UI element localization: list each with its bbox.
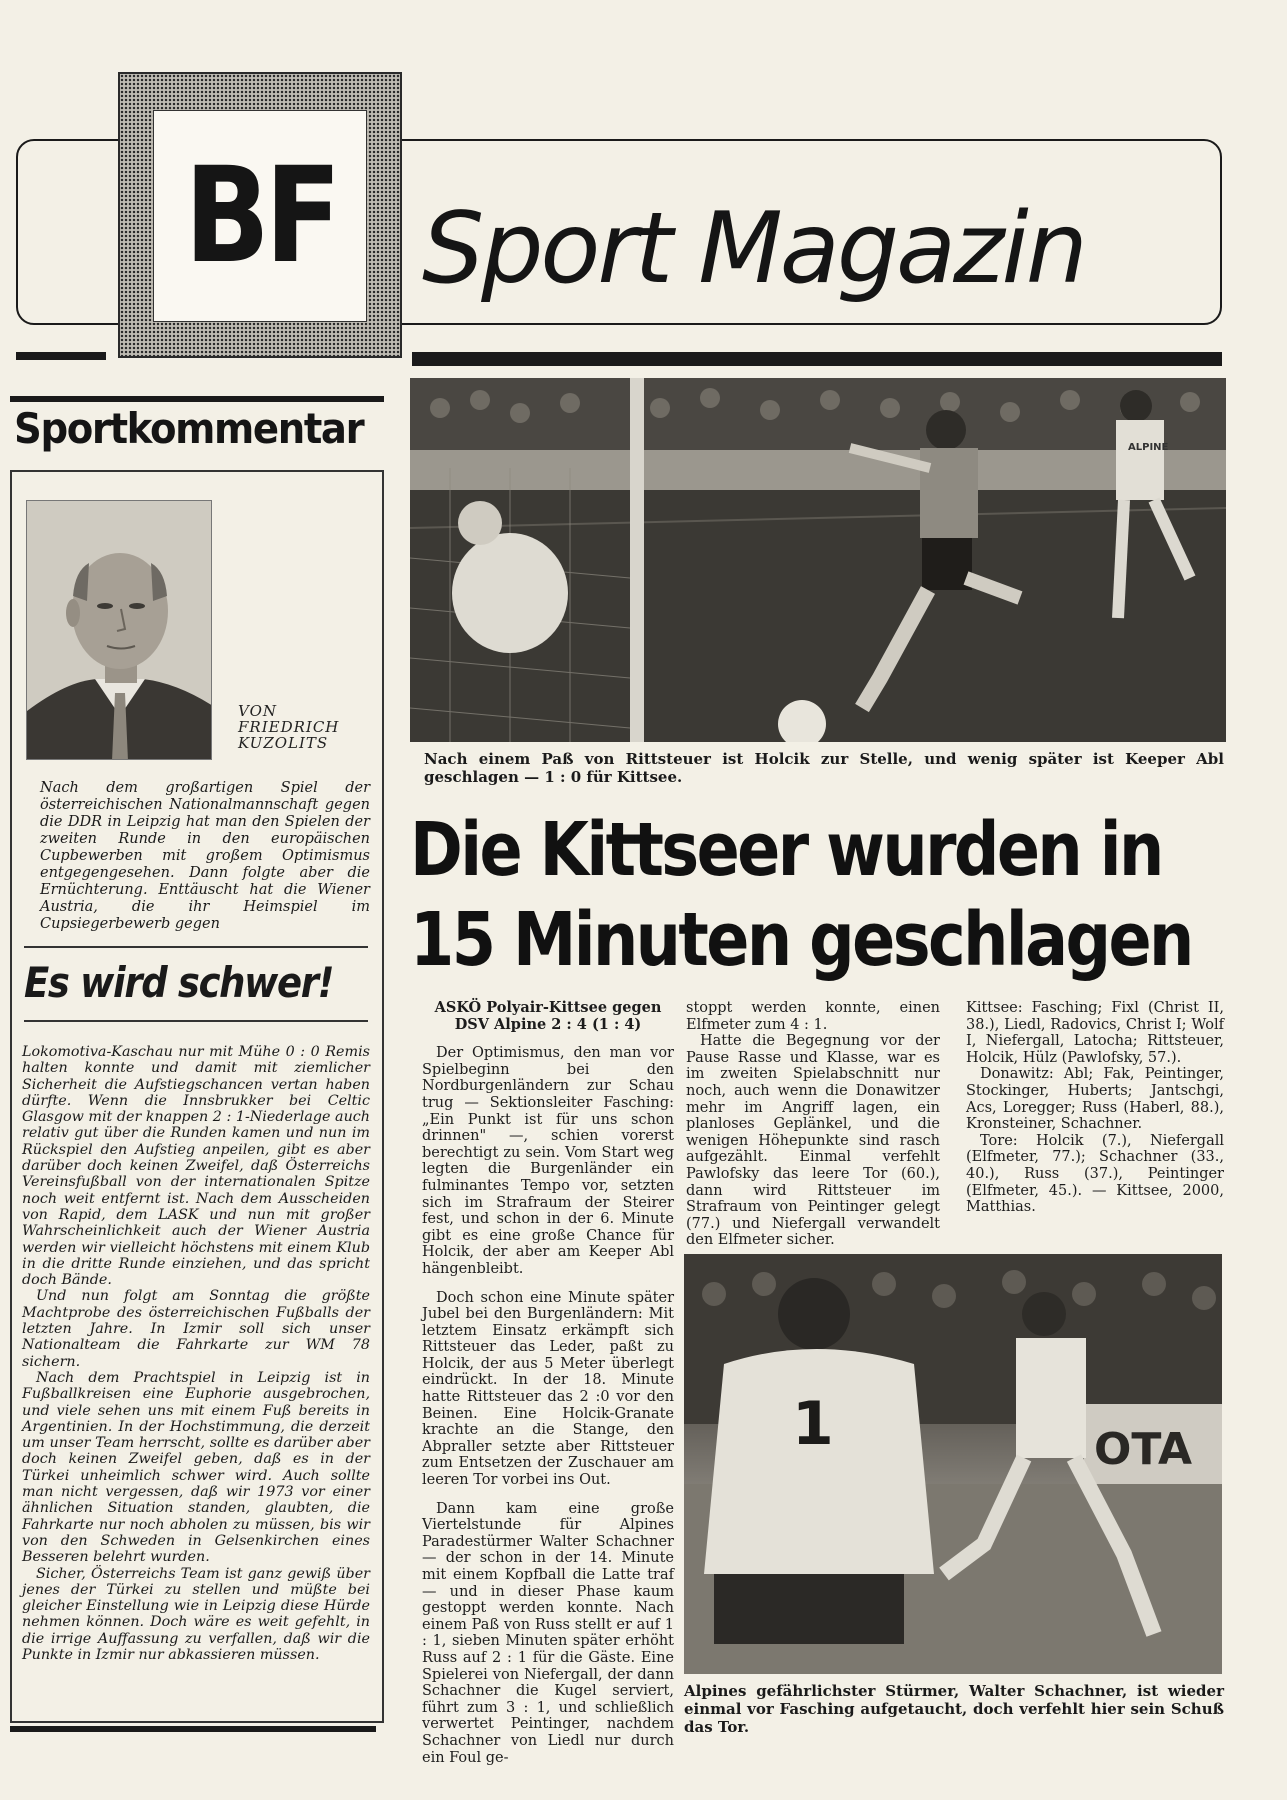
match-header-line-1: ASKÖ Polyair-Kittsee gegen xyxy=(434,999,662,1016)
match-photo-top-illustration xyxy=(410,378,1226,742)
byline-line-3: KUZOLITS xyxy=(238,734,329,752)
article-column-1 xyxy=(422,1000,674,1766)
commentary-paragraph: Und nun folgt am Sonntag die größte Machtprobe des österreichischen Fußballs der letzten Jahre. In Izmir soll sich unser Nationalteam die Fahrkarte zur WM 78 sichern. xyxy=(22,1288,370,1370)
magazine-title: Sport Magazin xyxy=(422,192,1085,306)
photo-top-caption: Nach einem Paß von Rittsteuer ist Holcik zur Stelle, und wenig später ist Keeper Abl geschlagen — 1 : 0 für Kittsee. xyxy=(424,750,1224,786)
author-portrait xyxy=(26,500,212,760)
article-column-2 xyxy=(686,1000,940,1249)
article-paragraph: Doch schon eine Minute später Jubel bei den Burgenländern: Mit letztem Einsatz erkämpft sich Rittsteuer das Leder, paßt zu Holcik, der aus 5 Meter überlegt eindrückt. In der 18. Minute hatte Rittsteuer das 2 :0 vor den Beinen. Eine Holcik-Granate krachte an die Stange, den Abpraller setzte aber Rittsteuer zum Entsetzen der Zuschauer am leeren Tor vorbei ins Out. xyxy=(422,1289,674,1489)
article-paragraph: Hatte die Begegnung vor der Pause Rasse und Klasse, war es im zweiten Spielabschnitt nur noch, auch wenn die Donawitzer mehr im Angriff lagen, ein planloses Geplänkel, und die wenigen Höhepunkte sind rasch aufgezählt. Einmal verfehlt Pawlofsky das leere Tor (60.), dann wird Rittsteuer im Strafraum von Peintinger gelegt (77.) und Niefergall verwandelt den Elfmeter sicher. xyxy=(686,1033,940,1249)
match-photo-top xyxy=(410,378,1226,742)
intro-divider xyxy=(24,946,368,948)
logo-text: BF xyxy=(184,139,336,293)
match-photo-bottom xyxy=(684,1254,1222,1674)
goals-summary: Tore: Holcik (7.), Niefergall (Elfmeter, 77.); Schachner (33., 40.), Russ (37.), Peintinger (Elfmeter, 45.). — Kittsee, 2000, Matthias. xyxy=(966,1132,1224,1216)
photo-bottom-caption: Alpines gefährlichster Stürmer, Walter Schachner, ist wieder einmal vor Fasching aufgetaucht, doch verfehlt hier sein Schuß das Tor. xyxy=(684,1682,1224,1736)
commentary-top-rule xyxy=(10,396,384,402)
headline-line-1: Die Kittseer wurden in xyxy=(410,807,1162,893)
article-paragraph: Dann kam eine große Viertelstunde für Alpines Paradestürmer Walter Schachner — der schon in der 14. Minute mit einem Kopfball die Latte traf — und in dieser Phase kaum gestoppt werden konnte. Nach einem Paß von Russ stellt er auf 1 : 1, sieben Minuten später erhöht Russ auf 2 : 1 für die Gäste. Eine Spielerei von Niefergall, der dann Schachner die Kugel serviert, führt zum 3 : 1, und schließlich verwertet Peintinger, nachdem Schachner von Liedl nur durch ein Foul ge- xyxy=(422,1500,674,1766)
lineup-kittsee: Kittsee: Fasching; Fixl (Christ II, 38.), Liedl, Radovics, Christ I; Wolf I, Niefergall, Latocha; Rittsteuer, Holcik, Hülz (Pawlofsky, 57.). xyxy=(966,1000,1224,1066)
commentary-intro xyxy=(40,780,370,933)
masthead-logo xyxy=(153,110,367,322)
commentary-subtitle: Es wird schwer! xyxy=(24,958,334,1007)
article-paragraph: stoppt werden konnte, einen Elfmeter zum 4 : 1. xyxy=(686,1000,940,1033)
commentary-paragraph: Lokomotiva-Kaschau nur mit Mühe 0 : 0 Remis halten konnte und damit mit ziemlicher Sicherheit die Aufstiegschancen vertan haben dürfte. Wenn die Innsbrukker bei Celtic Glasgow mit der knappen 2 : 1-Niederlage auch relativ gut über die Runden kamen und nun im Rückspiel den Aufstieg anpeilen, gibt es aber darüber doch keinen Zweifel, daß Österreichs Vereinsfußball von der internationalen Spitze noch weit entfernt ist. Nach dem Ausscheiden von Rapid, dem LASK und nun mit großer Wahrscheinlichkeit auch der Wiener Austria werden wir vielleicht höchstens mit einem Klub in die dritte Runde einziehen, und das spricht doch Bände. xyxy=(22,1044,370,1289)
commentary-body xyxy=(22,1044,370,1663)
goalkeeper-number: 1 xyxy=(792,1389,834,1459)
article-column-3-lineups xyxy=(966,1000,1224,1216)
commentary-paragraph: Nach dem Prachtspiel in Leipzig ist in Fußballkreisen eine Euphorie ausgebrochen, und viele sehen uns mit einem Fuß bereits in Argentinien. In der Hochstimmung, die derzeit um unser Team herrscht, sollte es darüber aber doch keinen Zweifel geben, daß es in der Türkei unheimlich schwer wird. Auch sollte man nicht vergessen, daß wir 1973 vor einer ähnlichen Situation standen, glaubten, die Fahrkarte nur noch abholen zu müssen, bis wir von den Schweden in Gelsenkirchen eines Besseren belehrt wurden. xyxy=(22,1369,370,1566)
portrait-illustration xyxy=(27,501,212,760)
commentary-paragraph: Sicher, Österreichs Team ist ganz gewiß über jenes der Türkei zu stellen und müßte bei gleicher Einstellung wie in Leipzig diese Hürde nehmen können. Doch wäre es weit gefehlt, in die irrige Auffassung zu verfallen, daß wir die Punkte in Izmir nur abkassieren müssen. xyxy=(22,1565,370,1663)
commentary-bottom-rule xyxy=(10,1726,376,1732)
match-header-line-2: DSV Alpine 2 : 4 (1 : 4) xyxy=(454,1015,642,1033)
ad-board-text: OTA xyxy=(1094,1424,1193,1475)
subtitle-divider xyxy=(24,1020,368,1022)
article-headline xyxy=(410,805,1230,985)
author-byline xyxy=(238,703,388,751)
shirt-sponsor-text: ALPINE xyxy=(1128,442,1169,453)
commentary-section-title: Sportkommentar xyxy=(14,404,364,453)
intro-paragraph: Nach dem großartigen Spiel der österreichischen Nationalmannschaft gegen die DDR in Leipzig hat man den Spielen der zweiten Runde in den europäischen Cupbewerben mit großem Optimismus entgegengesehen. Dann folgte aber die Ernüchterung. Enttäuscht hat die Wiener Austria, die ihr Heimspiel im Cupsiegerbewerb gegen xyxy=(40,780,370,932)
headline-line-2: 15 Minuten geschlagen xyxy=(410,897,1192,983)
masthead-rule-left xyxy=(16,352,106,360)
article-paragraph: Der Optimismus, den man vor Spielbeginn bei den Nordburgenländern zur Schau trug — Sektionsleiter Fasching: „Ein Punkt ist für uns schon drinnen" —, schien vorerst berechtigt zu sein. Vom Start weg legten die Burgenländer ein fulminantes Tempo vor, setzten sich im Strafraum der Steirer fest, und schon in der 6. Minute gibt es eine große Chance für Holcik, der aber am Keeper Abl hängenbleibt. xyxy=(422,1045,674,1277)
byline-line-1: VON xyxy=(238,702,277,720)
byline-line-2: FRIEDRICH xyxy=(238,718,340,736)
lineup-donawitz: Donawitz: Abl; Fak, Peintinger, Stockinger, Huberts; Jantschgi, Acs, Loregger; Russ (Haberl, 88.), Kronsteiner, Schachner. xyxy=(966,1066,1224,1133)
match-photo-bottom-illustration xyxy=(684,1254,1222,1674)
masthead-rule-right xyxy=(412,352,1222,366)
